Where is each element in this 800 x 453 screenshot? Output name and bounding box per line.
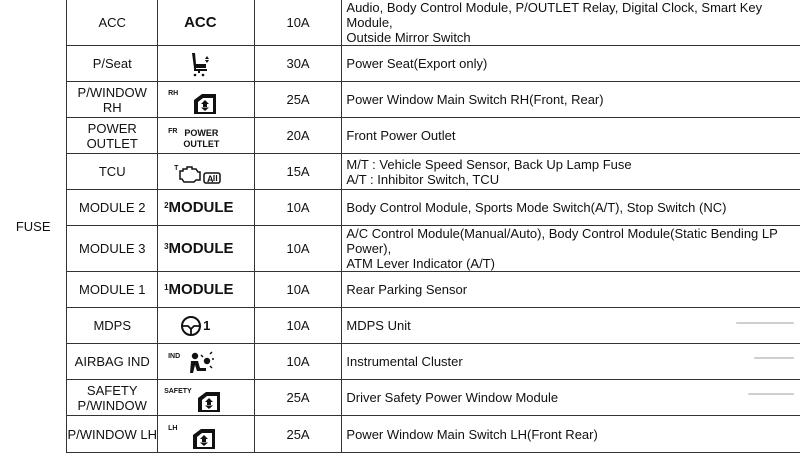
module-symbol-text: MODULE — [168, 199, 234, 216]
fuse-symbol — [158, 118, 255, 154]
module-number: 3 — [164, 242, 169, 251]
table-row — [0, 0, 800, 46]
table-row — [0, 118, 800, 154]
fuse-description — [342, 82, 800, 118]
table-row — [0, 344, 800, 380]
fuse-symbol — [158, 380, 255, 416]
description-line: Outside Mirror Switch — [346, 30, 471, 45]
fuse-description — [342, 154, 800, 190]
fuse-amperage: 15A — [254, 154, 342, 190]
power-window-icon — [192, 92, 218, 116]
fuse-description — [342, 226, 800, 272]
description-line: MDPS Unit — [346, 318, 411, 333]
description-line: A/T : Inhibitor Switch, TCU — [346, 171, 500, 187]
module-symbol-text: MODULE — [168, 281, 234, 298]
fuse-description — [342, 344, 800, 380]
fuse-symbol — [158, 272, 255, 308]
fuse-symbol — [158, 154, 255, 190]
module-symbol-text: MODULE — [168, 240, 234, 257]
fuse-amperage: 25A — [254, 380, 342, 416]
steering-wheel-icon — [180, 315, 202, 337]
table-row — [0, 416, 800, 453]
fuse-name-text: POWER OUTLET — [86, 120, 138, 151]
fuse-name: MODULE 3 — [67, 226, 158, 272]
category-cell — [0, 0, 67, 453]
description-line: ATM Lever Indicator (A/T) — [346, 256, 495, 271]
fuse-amperage: 10A — [254, 226, 342, 272]
description-line: Power Window Main Switch LH(Front Rear) — [346, 426, 598, 442]
power-window-icon — [191, 427, 217, 451]
description-line: Audio, Body Control Module, P/OUTLET Relay, Digital Clock, Smart Key Module, — [346, 0, 763, 30]
power-seat-icon — [186, 50, 212, 78]
scan-smudge — [748, 393, 794, 395]
acc-symbol-text: ACC — [184, 14, 217, 31]
engine-transmission-icon — [178, 165, 222, 185]
table-row — [0, 190, 800, 226]
fuse-description — [342, 118, 800, 154]
table-row — [0, 46, 800, 82]
scan-smudge — [754, 357, 794, 359]
fuse-symbol — [158, 0, 255, 46]
fuse-description — [342, 46, 800, 82]
description-line: Rear Parking Sensor — [346, 282, 468, 297]
description-line: Power Seat(Export only) — [346, 56, 488, 71]
description-line: M/T : Vehicle Speed Sensor, Back Up Lamp Fuse — [346, 156, 632, 172]
table-row — [0, 380, 800, 416]
power-outlet-line: POWER — [184, 128, 219, 138]
fuse-name: MDPS — [67, 308, 158, 344]
table-row — [0, 154, 800, 190]
table-row — [0, 82, 800, 118]
fuse-description — [342, 380, 800, 416]
module-number: 2 — [164, 201, 169, 210]
table-row — [0, 308, 800, 344]
symbol-label: SAFETY — [164, 388, 192, 395]
fuse-amperage: 10A — [254, 344, 342, 380]
fuse-symbol — [158, 308, 255, 344]
power-window-icon — [196, 390, 222, 414]
description-line: Power Window Main Switch RH(Front, Rear) — [346, 92, 604, 107]
module-number: 1 — [164, 283, 169, 292]
description-line: Instrumental Cluster — [346, 354, 463, 369]
fuse-symbol — [158, 344, 255, 380]
fuse-symbol — [158, 46, 255, 82]
symbol-label: IND — [168, 353, 181, 360]
fuse-description — [342, 272, 800, 308]
fuse-name: P/WINDOW RH — [67, 82, 158, 118]
fuse-amperage: 10A — [254, 272, 342, 308]
category-label: FUSE — [15, 218, 51, 234]
table-row — [0, 272, 800, 308]
fuse-amperage: 10A — [254, 190, 342, 226]
fuse-name: MODULE 1 — [67, 272, 158, 308]
fuse-description — [342, 416, 800, 453]
fuse-description — [342, 308, 800, 344]
description-line: A/C Control Module(Manual/Auto), Body Control Module(Static Bending LP Power), — [346, 226, 778, 256]
fuse-symbol — [158, 416, 255, 453]
fuse-name: P/WINDOW LH — [67, 416, 158, 453]
symbol-label: T — [174, 165, 179, 172]
description-line: Front Power Outlet — [346, 128, 456, 143]
mdps-number: 1 — [203, 318, 211, 333]
fuse-amperage: 25A — [254, 416, 342, 453]
fuse-symbol — [158, 190, 255, 226]
fuse-name: AIRBAG IND — [67, 344, 158, 380]
symbol-label: LH — [168, 424, 178, 432]
description-line: Driver Safety Power Window Module — [346, 390, 559, 405]
fuse-amperage: 10A — [254, 308, 342, 344]
fuse-description — [342, 190, 800, 226]
fuse-symbol — [158, 82, 255, 118]
fuse-amperage: 25A — [254, 82, 342, 118]
fuse-amperage: 10A — [254, 0, 342, 46]
svg-text:A: A — [207, 174, 214, 184]
description-line: Body Control Module, Sports Mode Switch(A/T), Stop Switch (NC) — [346, 200, 727, 215]
fuse-description — [342, 0, 800, 46]
fuse-name: TCU — [67, 154, 158, 190]
airbag-icon — [186, 351, 214, 377]
fuse-name-text: SAFETY P/WINDOW — [77, 382, 147, 413]
power-outlet-line: OUTLET — [183, 139, 220, 149]
fuse-amperage: 30A — [254, 46, 342, 82]
symbol-label: RH — [168, 90, 179, 97]
fuse-name: P/Seat — [67, 46, 158, 82]
fuse-name — [67, 380, 158, 416]
fuse-name: MODULE 2 — [67, 190, 158, 226]
scan-smudge — [736, 322, 794, 324]
fuse-symbol — [158, 226, 255, 272]
fuse-name — [67, 118, 158, 154]
fuse-name: ACC — [67, 0, 158, 46]
symbol-label: FR — [168, 128, 178, 135]
table-row — [0, 226, 800, 272]
fuse-amperage: 20A — [254, 118, 342, 154]
